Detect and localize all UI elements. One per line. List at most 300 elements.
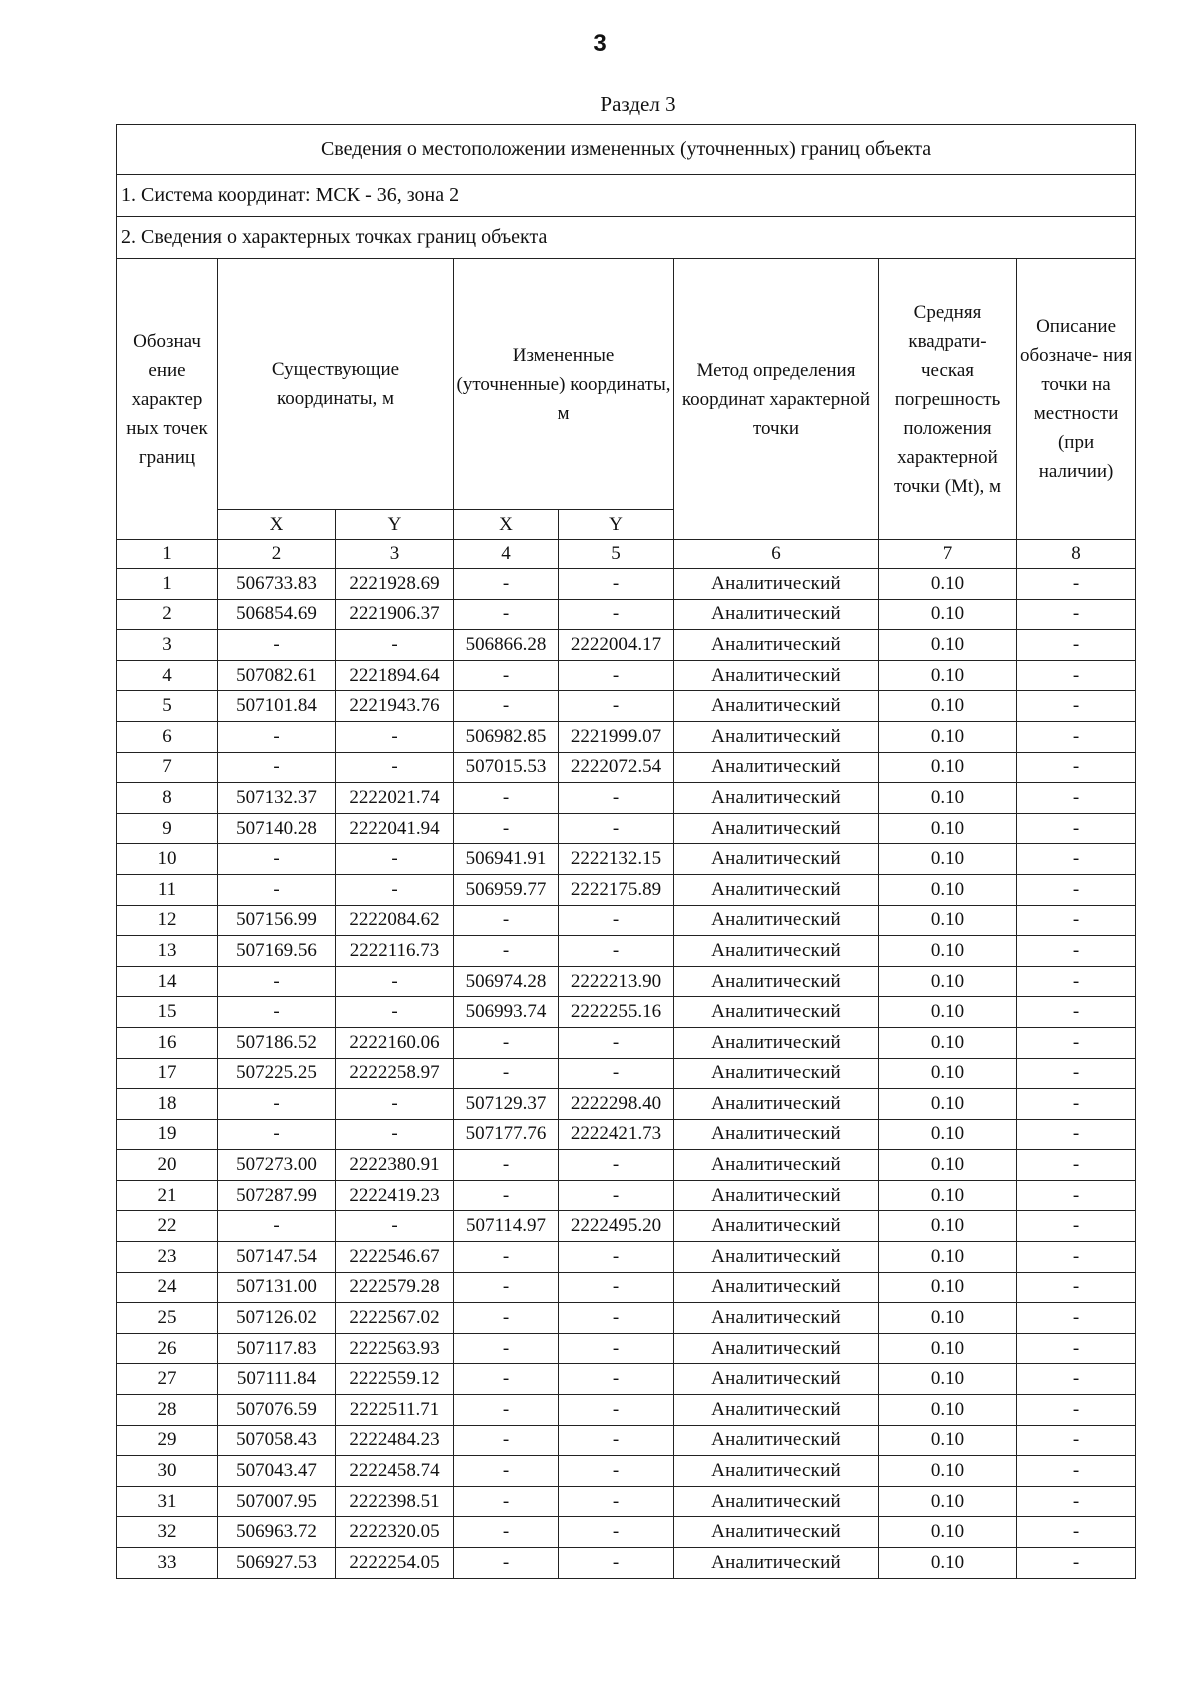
changed-y-cell: 2222255.16: [559, 997, 674, 1028]
error-cell: 0.10: [879, 1211, 1017, 1242]
existing-y-cell: 2222084.62: [336, 905, 454, 936]
method-cell: Аналитический: [674, 1150, 879, 1181]
changed-x-cell: 507015.53: [454, 752, 559, 783]
description-cell: -: [1017, 569, 1136, 600]
error-cell: 0.10: [879, 569, 1017, 600]
existing-y-cell: 2221943.76: [336, 691, 454, 722]
changed-y-cell: 2222072.54: [559, 752, 674, 783]
description-cell: -: [1017, 844, 1136, 875]
changed-y-cell: -: [559, 1517, 674, 1548]
table-row: [117, 1517, 1136, 1548]
changed-y-cell: -: [559, 1303, 674, 1334]
column-number: 8: [1017, 540, 1136, 569]
changed-x-cell: -: [454, 691, 559, 722]
description-cell: -: [1017, 1303, 1136, 1334]
existing-x-cell: -: [218, 1211, 336, 1242]
table-row: [117, 630, 1136, 661]
existing-x-cell: -: [218, 721, 336, 752]
point-number-cell: 29: [117, 1425, 218, 1456]
changed-y-cell: -: [559, 1425, 674, 1456]
column-number: 4: [454, 540, 559, 569]
point-number-cell: 12: [117, 905, 218, 936]
changed-y-cell: -: [559, 1364, 674, 1395]
changed-x-cell: -: [454, 1456, 559, 1487]
error-cell: 0.10: [879, 783, 1017, 814]
column-number: 1: [117, 540, 218, 569]
method-cell: Аналитический: [674, 936, 879, 967]
existing-x-cell: -: [218, 752, 336, 783]
description-cell: -: [1017, 1272, 1136, 1303]
error-cell: 0.10: [879, 691, 1017, 722]
column-number: 6: [674, 540, 879, 569]
method-cell: Аналитический: [674, 1211, 879, 1242]
method-cell: Аналитический: [674, 630, 879, 661]
error-cell: 0.10: [879, 1150, 1017, 1181]
header-description: Описание обозначе- ния точки на местности (при наличии): [1017, 259, 1136, 540]
header-point-designation: Обознач ение характер ных точек границ: [117, 259, 218, 540]
existing-x-cell: 507273.00: [218, 1150, 336, 1181]
table-row: [117, 1303, 1136, 1334]
existing-y-cell: -: [336, 966, 454, 997]
existing-x-cell: 506854.69: [218, 599, 336, 630]
description-cell: -: [1017, 1119, 1136, 1150]
column-number: 7: [879, 540, 1017, 569]
method-cell: Аналитический: [674, 1517, 879, 1548]
point-number-cell: 32: [117, 1517, 218, 1548]
existing-x-cell: 506733.83: [218, 569, 336, 600]
changed-x-cell: 507177.76: [454, 1119, 559, 1150]
error-cell: 0.10: [879, 660, 1017, 691]
description-cell: -: [1017, 630, 1136, 661]
existing-y-cell: 2222567.02: [336, 1303, 454, 1334]
error-cell: 0.10: [879, 1548, 1017, 1579]
changed-y-cell: -: [559, 905, 674, 936]
method-cell: Аналитический: [674, 1425, 879, 1456]
existing-y-cell: 2222258.97: [336, 1058, 454, 1089]
error-cell: 0.10: [879, 1364, 1017, 1395]
point-number-cell: 9: [117, 813, 218, 844]
error-cell: 0.10: [879, 1089, 1017, 1120]
changed-y-cell: 2222298.40: [559, 1089, 674, 1120]
changed-x-cell: 507129.37: [454, 1089, 559, 1120]
existing-y-cell: 2222320.05: [336, 1517, 454, 1548]
table-row: [117, 1395, 1136, 1426]
table-row: [117, 569, 1136, 600]
existing-x-cell: -: [218, 630, 336, 661]
existing-y-cell: -: [336, 721, 454, 752]
method-cell: Аналитический: [674, 905, 879, 936]
error-cell: 0.10: [879, 1272, 1017, 1303]
table-row: [117, 599, 1136, 630]
existing-y-cell: -: [336, 1119, 454, 1150]
changed-y-cell: 2222213.90: [559, 966, 674, 997]
point-number-cell: 20: [117, 1150, 218, 1181]
column-number: 3: [336, 540, 454, 569]
column-numbers-row: [117, 540, 1136, 569]
existing-y-cell: 2221928.69: [336, 569, 454, 600]
table-row: [117, 874, 1136, 905]
description-cell: -: [1017, 1089, 1136, 1120]
error-cell: 0.10: [879, 1180, 1017, 1211]
description-cell: -: [1017, 1058, 1136, 1089]
point-number-cell: 16: [117, 1027, 218, 1058]
error-cell: 0.10: [879, 905, 1017, 936]
error-cell: 0.10: [879, 997, 1017, 1028]
header-changed-coordinates: Измененные (уточненные) координаты, м: [454, 259, 674, 510]
changed-y-cell: -: [559, 1395, 674, 1426]
changed-x-cell: -: [454, 1180, 559, 1211]
existing-y-cell: -: [336, 630, 454, 661]
error-cell: 0.10: [879, 874, 1017, 905]
changed-y-cell: -: [559, 1456, 674, 1487]
existing-x-cell: 507186.52: [218, 1027, 336, 1058]
existing-x-cell: 506927.53: [218, 1548, 336, 1579]
method-cell: Аналитический: [674, 1395, 879, 1426]
description-cell: -: [1017, 660, 1136, 691]
existing-x-cell: 507111.84: [218, 1364, 336, 1395]
point-number-cell: 8: [117, 783, 218, 814]
boundary-points-table: [116, 124, 1136, 1579]
existing-x-cell: 507076.59: [218, 1395, 336, 1426]
changed-x-cell: -: [454, 936, 559, 967]
changed-x-cell: -: [454, 1395, 559, 1426]
changed-y-cell: -: [559, 1333, 674, 1364]
existing-y-cell: 2222458.74: [336, 1456, 454, 1487]
method-cell: Аналитический: [674, 1456, 879, 1487]
table-row: [117, 1089, 1136, 1120]
description-cell: -: [1017, 1425, 1136, 1456]
existing-x-cell: 507126.02: [218, 1303, 336, 1334]
header-changed-y: Y: [559, 510, 674, 540]
error-cell: 0.10: [879, 936, 1017, 967]
table-row: [117, 1548, 1136, 1579]
existing-x-cell: 507225.25: [218, 1058, 336, 1089]
existing-y-cell: 2221906.37: [336, 599, 454, 630]
changed-x-cell: 506982.85: [454, 721, 559, 752]
changed-x-cell: 506974.28: [454, 966, 559, 997]
error-cell: 0.10: [879, 1425, 1017, 1456]
point-number-cell: 31: [117, 1486, 218, 1517]
changed-x-cell: 506959.77: [454, 874, 559, 905]
changed-x-cell: -: [454, 813, 559, 844]
error-cell: 0.10: [879, 721, 1017, 752]
description-cell: -: [1017, 1395, 1136, 1426]
point-number-cell: 24: [117, 1272, 218, 1303]
table-row: [117, 1027, 1136, 1058]
error-cell: 0.10: [879, 752, 1017, 783]
description-cell: -: [1017, 1364, 1136, 1395]
error-cell: 0.10: [879, 1333, 1017, 1364]
existing-y-cell: 2222380.91: [336, 1150, 454, 1181]
existing-x-cell: 507132.37: [218, 783, 336, 814]
existing-x-cell: 507101.84: [218, 691, 336, 722]
existing-x-cell: 507156.99: [218, 905, 336, 936]
method-cell: Аналитический: [674, 844, 879, 875]
error-cell: 0.10: [879, 844, 1017, 875]
point-number-cell: 11: [117, 874, 218, 905]
points-heading: 2. Сведения о характерных точках границ объекта: [117, 217, 1136, 259]
changed-x-cell: -: [454, 1242, 559, 1273]
existing-x-cell: 507147.54: [218, 1242, 336, 1273]
changed-x-cell: -: [454, 569, 559, 600]
existing-x-cell: 506963.72: [218, 1517, 336, 1548]
changed-y-cell: -: [559, 936, 674, 967]
point-number-cell: 30: [117, 1456, 218, 1487]
description-cell: -: [1017, 936, 1136, 967]
description-cell: -: [1017, 752, 1136, 783]
existing-y-cell: 2222579.28: [336, 1272, 454, 1303]
point-number-cell: 14: [117, 966, 218, 997]
changed-y-cell: -: [559, 1027, 674, 1058]
table-row: [117, 1486, 1136, 1517]
point-number-cell: 17: [117, 1058, 218, 1089]
method-cell: Аналитический: [674, 1242, 879, 1273]
point-number-cell: 33: [117, 1548, 218, 1579]
existing-x-cell: 507140.28: [218, 813, 336, 844]
header-existing-x: X: [218, 510, 336, 540]
changed-y-cell: 2222175.89: [559, 874, 674, 905]
existing-x-cell: 507043.47: [218, 1456, 336, 1487]
description-cell: -: [1017, 997, 1136, 1028]
point-number-cell: 5: [117, 691, 218, 722]
error-cell: 0.10: [879, 599, 1017, 630]
method-cell: Аналитический: [674, 1180, 879, 1211]
error-cell: 0.10: [879, 1517, 1017, 1548]
description-cell: -: [1017, 905, 1136, 936]
table-row: [117, 1150, 1136, 1181]
point-number-cell: 6: [117, 721, 218, 752]
existing-x-cell: 507058.43: [218, 1425, 336, 1456]
table-row: [117, 844, 1136, 875]
changed-y-cell: -: [559, 691, 674, 722]
existing-y-cell: 2222563.93: [336, 1333, 454, 1364]
header-changed-x: X: [454, 510, 559, 540]
table-row: [117, 1211, 1136, 1242]
table-row: [117, 966, 1136, 997]
point-number-cell: 27: [117, 1364, 218, 1395]
existing-x-cell: 507131.00: [218, 1272, 336, 1303]
changed-x-cell: -: [454, 1486, 559, 1517]
changed-x-cell: -: [454, 1303, 559, 1334]
method-cell: Аналитический: [674, 1486, 879, 1517]
description-cell: -: [1017, 813, 1136, 844]
error-cell: 0.10: [879, 630, 1017, 661]
existing-x-cell: 507117.83: [218, 1333, 336, 1364]
existing-y-cell: 2222160.06: [336, 1027, 454, 1058]
table-row: [117, 752, 1136, 783]
method-cell: Аналитический: [674, 1272, 879, 1303]
coordinate-system: 1. Система координат: МСК - 36, зона 2: [117, 175, 1136, 217]
table-row: [117, 1456, 1136, 1487]
error-cell: 0.10: [879, 1119, 1017, 1150]
changed-x-cell: 506941.91: [454, 844, 559, 875]
table-row: [117, 660, 1136, 691]
existing-x-cell: 507082.61: [218, 660, 336, 691]
method-cell: Аналитический: [674, 874, 879, 905]
changed-x-cell: 506993.74: [454, 997, 559, 1028]
header-existing-coordinates: Существующие координаты, м: [218, 259, 454, 510]
header-existing-y: Y: [336, 510, 454, 540]
method-cell: Аналитический: [674, 1303, 879, 1334]
method-cell: Аналитический: [674, 1364, 879, 1395]
point-number-cell: 3: [117, 630, 218, 661]
method-cell: Аналитический: [674, 599, 879, 630]
table-row: [117, 1364, 1136, 1395]
existing-y-cell: 2222116.73: [336, 936, 454, 967]
changed-x-cell: -: [454, 599, 559, 630]
changed-x-cell: -: [454, 1364, 559, 1395]
existing-y-cell: -: [336, 752, 454, 783]
existing-x-cell: 507007.95: [218, 1486, 336, 1517]
existing-y-cell: 2222559.12: [336, 1364, 454, 1395]
changed-x-cell: -: [454, 1333, 559, 1364]
changed-x-cell: -: [454, 660, 559, 691]
method-cell: Аналитический: [674, 1333, 879, 1364]
changed-x-cell: -: [454, 1517, 559, 1548]
point-number-cell: 21: [117, 1180, 218, 1211]
point-number-cell: 7: [117, 752, 218, 783]
changed-x-cell: -: [454, 1272, 559, 1303]
table-row: [117, 1272, 1136, 1303]
table-title: Сведения о местоположении измененных (уточненных) границ объекта: [117, 125, 1136, 175]
method-cell: Аналитический: [674, 1058, 879, 1089]
point-number-cell: 23: [117, 1242, 218, 1273]
existing-x-cell: 507169.56: [218, 936, 336, 967]
point-number-cell: 22: [117, 1211, 218, 1242]
point-number-cell: 4: [117, 660, 218, 691]
changed-y-cell: 2222421.73: [559, 1119, 674, 1150]
error-cell: 0.10: [879, 1395, 1017, 1426]
existing-y-cell: 2222484.23: [336, 1425, 454, 1456]
changed-x-cell: -: [454, 1058, 559, 1089]
table-row: [117, 813, 1136, 844]
description-cell: -: [1017, 1180, 1136, 1211]
error-cell: 0.10: [879, 1242, 1017, 1273]
changed-y-cell: -: [559, 1180, 674, 1211]
method-cell: Аналитический: [674, 691, 879, 722]
existing-x-cell: -: [218, 997, 336, 1028]
changed-y-cell: -: [559, 1150, 674, 1181]
method-cell: Аналитический: [674, 1027, 879, 1058]
existing-x-cell: -: [218, 966, 336, 997]
changed-y-cell: -: [559, 599, 674, 630]
error-cell: 0.10: [879, 1058, 1017, 1089]
description-cell: -: [1017, 1456, 1136, 1487]
changed-x-cell: -: [454, 783, 559, 814]
existing-y-cell: -: [336, 844, 454, 875]
table-row: [117, 1425, 1136, 1456]
point-number-cell: 25: [117, 1303, 218, 1334]
changed-y-cell: -: [559, 1242, 674, 1273]
changed-y-cell: 2221999.07: [559, 721, 674, 752]
description-cell: -: [1017, 1333, 1136, 1364]
header-mean-square-error: Средняя квадрати- ческая погрешность положения характерной точки (Mt), м: [879, 259, 1017, 540]
changed-y-cell: -: [559, 1058, 674, 1089]
method-cell: Аналитический: [674, 1119, 879, 1150]
existing-x-cell: -: [218, 1119, 336, 1150]
description-cell: -: [1017, 874, 1136, 905]
existing-x-cell: -: [218, 844, 336, 875]
existing-x-cell: 507287.99: [218, 1180, 336, 1211]
existing-y-cell: -: [336, 1211, 454, 1242]
existing-y-cell: 2222041.94: [336, 813, 454, 844]
table-row: [117, 1119, 1136, 1150]
existing-x-cell: -: [218, 874, 336, 905]
table-row: [117, 936, 1136, 967]
existing-y-cell: 2222546.67: [336, 1242, 454, 1273]
description-cell: -: [1017, 1211, 1136, 1242]
existing-y-cell: 2221894.64: [336, 660, 454, 691]
changed-y-cell: -: [559, 569, 674, 600]
table-row: [117, 905, 1136, 936]
description-cell: -: [1017, 1517, 1136, 1548]
table-row: [117, 1242, 1136, 1273]
changed-y-cell: -: [559, 813, 674, 844]
error-cell: 0.10: [879, 1456, 1017, 1487]
existing-y-cell: -: [336, 997, 454, 1028]
error-cell: 0.10: [879, 966, 1017, 997]
changed-y-cell: -: [559, 660, 674, 691]
method-cell: Аналитический: [674, 997, 879, 1028]
table-row: [117, 721, 1136, 752]
table-row: [117, 1333, 1136, 1364]
changed-x-cell: -: [454, 1425, 559, 1456]
point-number-cell: 26: [117, 1333, 218, 1364]
method-cell: Аналитический: [674, 966, 879, 997]
changed-y-cell: 2222004.17: [559, 630, 674, 661]
description-cell: -: [1017, 721, 1136, 752]
changed-y-cell: 2222495.20: [559, 1211, 674, 1242]
existing-y-cell: 2222021.74: [336, 783, 454, 814]
description-cell: -: [1017, 1027, 1136, 1058]
existing-y-cell: 2222511.71: [336, 1395, 454, 1426]
description-cell: -: [1017, 966, 1136, 997]
point-number-cell: 10: [117, 844, 218, 875]
method-cell: Аналитический: [674, 1548, 879, 1579]
error-cell: 0.10: [879, 1027, 1017, 1058]
description-cell: -: [1017, 1150, 1136, 1181]
error-cell: 0.10: [879, 1303, 1017, 1334]
existing-y-cell: 2222419.23: [336, 1180, 454, 1211]
table-row: [117, 997, 1136, 1028]
column-number: 2: [218, 540, 336, 569]
method-cell: Аналитический: [674, 721, 879, 752]
existing-y-cell: 2222254.05: [336, 1548, 454, 1579]
changed-x-cell: 507114.97: [454, 1211, 559, 1242]
changed-x-cell: 506866.28: [454, 630, 559, 661]
point-number-cell: 28: [117, 1395, 218, 1426]
existing-y-cell: -: [336, 1089, 454, 1120]
method-cell: Аналитический: [674, 783, 879, 814]
existing-y-cell: 2222398.51: [336, 1486, 454, 1517]
changed-y-cell: -: [559, 1272, 674, 1303]
table-row: [117, 691, 1136, 722]
table-row: [117, 1058, 1136, 1089]
description-cell: -: [1017, 1548, 1136, 1579]
error-cell: 0.10: [879, 813, 1017, 844]
changed-x-cell: -: [454, 1027, 559, 1058]
method-cell: Аналитический: [674, 752, 879, 783]
point-number-cell: 2: [117, 599, 218, 630]
description-cell: -: [1017, 691, 1136, 722]
changed-x-cell: -: [454, 905, 559, 936]
page-number: 3: [593, 30, 607, 57]
point-number-cell: 19: [117, 1119, 218, 1150]
changed-y-cell: -: [559, 1486, 674, 1517]
existing-y-cell: -: [336, 874, 454, 905]
description-cell: -: [1017, 1486, 1136, 1517]
changed-y-cell: -: [559, 783, 674, 814]
